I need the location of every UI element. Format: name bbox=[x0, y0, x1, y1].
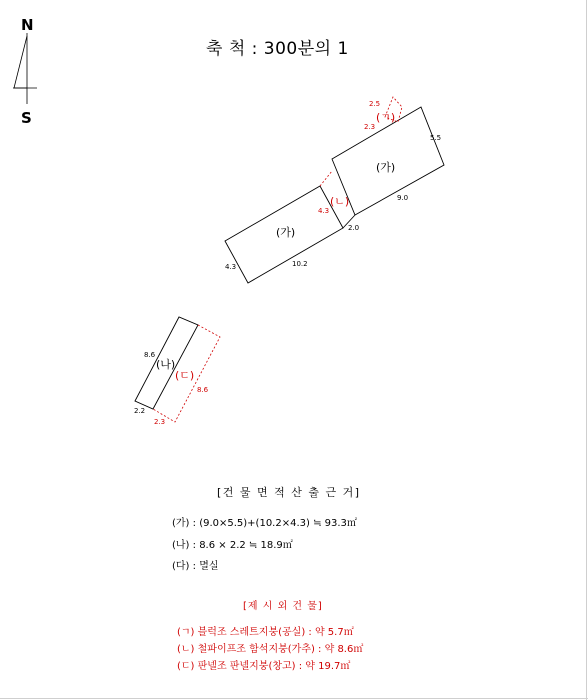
dim-ga-left-side: 4.3 bbox=[225, 263, 237, 271]
extra-line-nieun: (ㄴ) 철파이프조 함석지붕(가추) : 약 8.6㎡ bbox=[177, 644, 364, 655]
calc-line-da: (다) : 멸실 bbox=[172, 561, 219, 572]
label-na: (나) bbox=[156, 358, 176, 371]
dim-digeut-bottom: 2.3 bbox=[154, 418, 166, 426]
label-ga-right: (가) bbox=[376, 161, 396, 174]
label-digeut: (ㄷ) bbox=[175, 369, 195, 382]
extra-heading: [제 시 외 건 물] bbox=[243, 601, 323, 612]
north-arrow-icon bbox=[13, 33, 37, 104]
annex-nieun-outline bbox=[320, 171, 332, 186]
dim-na-bottom: 2.2 bbox=[134, 407, 146, 415]
extra-line-giyeok: (ㄱ) 블럭조 스레트지붕(공실) : 약 5.7㎡ bbox=[177, 627, 354, 638]
label-ga-left: (가) bbox=[276, 226, 296, 239]
frame-bottom-border bbox=[0, 698, 588, 699]
dim-na-side: 8.6 bbox=[144, 351, 156, 359]
extra-line-digeut: (ㄷ) 판넬조 판넬지붕(창고) : 약 19.7㎡ bbox=[177, 661, 351, 672]
calc-line-ga: (가) : (9.0×5.5)+(10.2×4.3) ≒ 93.3㎡ bbox=[172, 518, 357, 529]
label-nieun: (ㄴ) bbox=[330, 195, 350, 208]
dim-giyeok-side: 2.3 bbox=[364, 123, 376, 131]
dim-giyeok-top: 2.5 bbox=[369, 100, 381, 108]
dim-ga-left-bottom: 10.2 bbox=[292, 260, 308, 268]
compass-north: N bbox=[21, 16, 34, 34]
frame-right-border bbox=[586, 0, 587, 700]
label-giyeok: (ㄱ) bbox=[376, 111, 396, 124]
calc-line-na: (나) : 8.6 × 2.2 ≒ 18.9㎡ bbox=[172, 540, 293, 551]
compass-south: S bbox=[21, 109, 32, 127]
dim-ga-right-bottom: 9.0 bbox=[397, 194, 409, 202]
dim-ga-right-side: 5.5 bbox=[430, 134, 442, 142]
dim-digeut-side: 8.6 bbox=[197, 386, 209, 394]
calc-heading: [건 물 면 적 산 출 근 거] bbox=[217, 486, 361, 499]
dim-nieun-bottom: 2.0 bbox=[348, 224, 360, 232]
scale-title: 축 척 : 300분의 1 bbox=[206, 39, 349, 59]
dim-nieun-side: 4.3 bbox=[318, 207, 330, 215]
